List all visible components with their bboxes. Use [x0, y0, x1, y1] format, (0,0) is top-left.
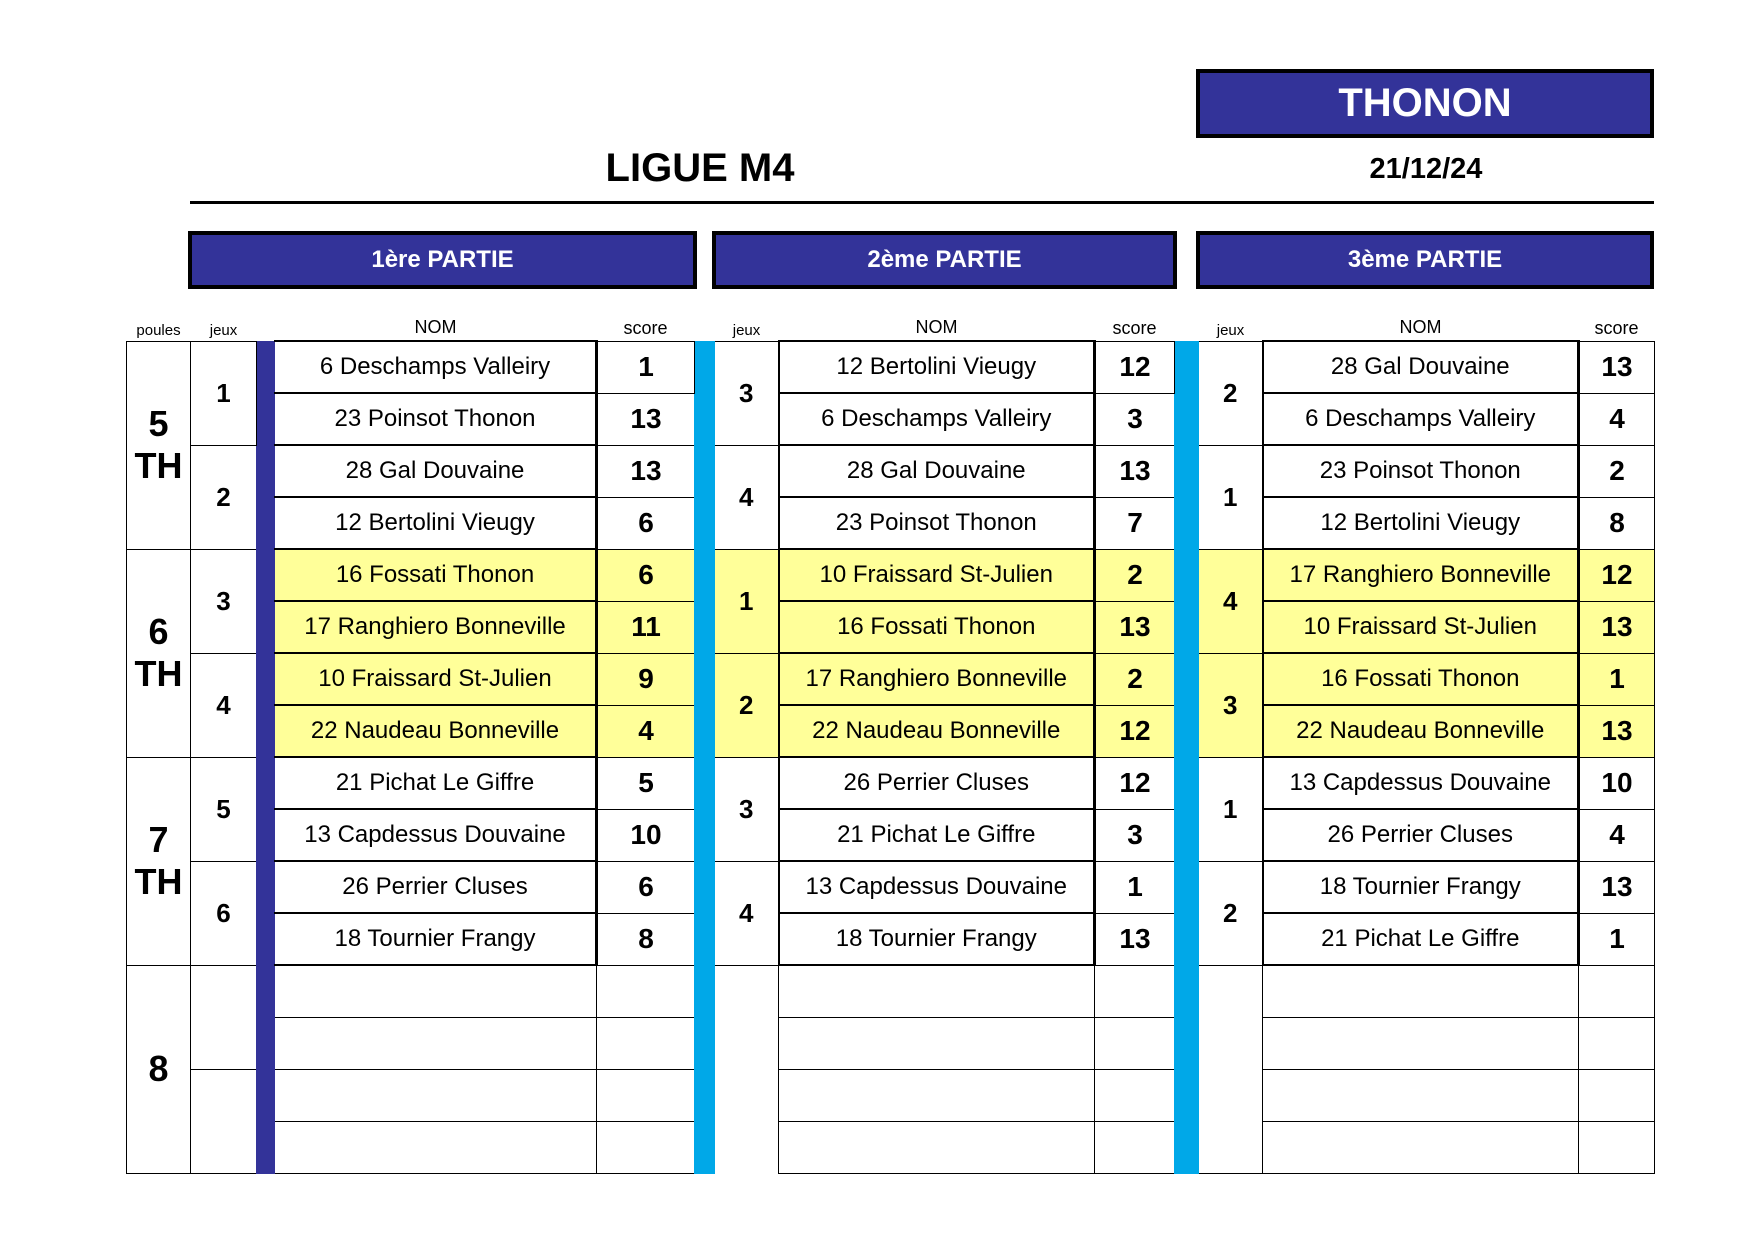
empty-name-cell: [275, 1121, 597, 1173]
player-score: 4: [1579, 393, 1655, 445]
jeu-number: 3: [191, 549, 257, 653]
empty-score-cell: [597, 965, 695, 1017]
col-header-score: score: [1112, 317, 1157, 338]
col-header-score: score: [1594, 317, 1639, 338]
poule-number: 5: [148, 403, 169, 444]
header-divider: [190, 201, 1654, 204]
table-row: [127, 1017, 1655, 1069]
poule-label: [127, 965, 191, 1173]
player-name: 13 Capdessus Douvaine: [779, 861, 1095, 913]
jeu-number: 4: [1199, 549, 1263, 653]
empty-name-cell: [275, 1069, 597, 1121]
poule-suffix: TH: [134, 861, 183, 902]
player-name: 26 Perrier Cluses: [1263, 809, 1579, 861]
jeu-number: 2: [715, 653, 779, 757]
poule-label: [127, 341, 191, 549]
poule-suffix: TH: [134, 445, 183, 486]
player-name: 10 Fraissard St-Julien: [1263, 601, 1579, 653]
player-name: 13 Capdessus Douvaine: [275, 809, 597, 861]
jeu-number: 4: [715, 861, 779, 965]
player-name: 6 Deschamps Valleiry: [1263, 393, 1579, 445]
player-name: 22 Naudeau Bonneville: [275, 705, 597, 757]
player-score: 8: [597, 913, 695, 965]
player-name: 23 Poinsot Thonon: [779, 497, 1095, 549]
table-row: [127, 653, 1655, 705]
player-score: 13: [1579, 705, 1655, 757]
empty-score-cell: [1095, 1017, 1175, 1069]
player-score: 12: [1095, 757, 1175, 809]
player-score: 10: [597, 809, 695, 861]
player-name: 6 Deschamps Valleiry: [779, 393, 1095, 445]
poule-label: [127, 549, 191, 757]
player-score: 6: [597, 497, 695, 549]
poule-suffix: TH: [134, 653, 183, 694]
poule-number: 6: [148, 611, 169, 652]
table-row: [127, 601, 1655, 653]
jeu-number: 1: [191, 341, 257, 445]
player-score: 13: [1579, 601, 1655, 653]
player-score: 13: [597, 393, 695, 445]
empty-name-cell: [1263, 965, 1579, 1017]
jeu-number: 4: [715, 445, 779, 549]
empty-name-cell: [779, 1017, 1095, 1069]
partie-3-bar: [1175, 341, 1199, 1173]
empty-score-cell: [1579, 1121, 1655, 1173]
empty-name-cell: [1263, 1121, 1579, 1173]
poule-number: 8: [148, 1048, 169, 1089]
table-row: [127, 705, 1655, 757]
player-score: 13: [1095, 445, 1175, 497]
col-header-score: score: [623, 317, 668, 338]
table-row: [127, 1069, 1655, 1121]
player-name: 21 Pichat Le Giffre: [779, 809, 1095, 861]
empty-jeu-cell: [1199, 965, 1263, 1173]
jeu-number: [191, 1069, 257, 1173]
jeu-number: 2: [191, 445, 257, 549]
player-score: 13: [1579, 341, 1655, 393]
empty-score-cell: [1579, 1017, 1655, 1069]
player-score: 13: [1095, 601, 1175, 653]
venue-banner: [1196, 69, 1654, 138]
player-name: 16 Fossati Thonon: [275, 549, 597, 601]
table-row: [127, 809, 1655, 861]
player-name: 17 Ranghiero Bonneville: [275, 601, 597, 653]
player-name: 28 Gal Douvaine: [779, 445, 1095, 497]
player-score: 1: [1095, 861, 1175, 913]
player-name: 13 Capdessus Douvaine: [1263, 757, 1579, 809]
player-name: 18 Tournier Frangy: [1263, 861, 1579, 913]
player-name: 12 Bertolini Vieugy: [779, 341, 1095, 393]
player-name: 18 Tournier Frangy: [275, 913, 597, 965]
empty-score-cell: [1095, 1121, 1175, 1173]
partie-3-banner: [1196, 231, 1654, 289]
col-header-nom: NOM: [915, 317, 958, 337]
player-score: 3: [1095, 809, 1175, 861]
player-name: 26 Perrier Cluses: [275, 861, 597, 913]
player-score: 8: [1579, 497, 1655, 549]
table-row: [127, 341, 1655, 393]
empty-name-cell: [779, 965, 1095, 1017]
jeu-number: 3: [715, 341, 779, 445]
table-row: [127, 497, 1655, 549]
player-name: 12 Bertolini Vieugy: [1263, 497, 1579, 549]
date-label: 21/12/24: [1369, 153, 1483, 185]
jeu-number: 5: [191, 757, 257, 861]
player-name: 28 Gal Douvaine: [1263, 341, 1579, 393]
player-score: 6: [597, 549, 695, 601]
empty-name-cell: [275, 1017, 597, 1069]
col-header-poules: poules: [136, 321, 181, 339]
partie-1-bar: [257, 341, 275, 1173]
jeu-number: 1: [1199, 445, 1263, 549]
empty-score-cell: [597, 1069, 695, 1121]
partie-2-banner: [712, 231, 1177, 289]
jeu-number: 3: [715, 757, 779, 861]
table-row: [127, 1121, 1655, 1173]
player-score: 3: [1095, 393, 1175, 445]
col-header-nom: NOM: [414, 317, 457, 337]
poule-label: [127, 757, 191, 965]
partie-2-label: 2ème PARTIE: [867, 246, 1022, 273]
player-name: 22 Naudeau Bonneville: [779, 705, 1095, 757]
empty-score-cell: [1579, 965, 1655, 1017]
empty-score-cell: [1095, 1069, 1175, 1121]
player-score: 2: [1095, 549, 1175, 601]
player-score: 11: [597, 601, 695, 653]
empty-score-cell: [1095, 965, 1175, 1017]
jeu-number: 2: [1199, 861, 1263, 965]
empty-score-cell: [597, 1017, 695, 1069]
player-score: 1: [1579, 913, 1655, 965]
empty-name-cell: [275, 965, 597, 1017]
player-name: 12 Bertolini Vieugy: [275, 497, 597, 549]
player-score: 4: [597, 705, 695, 757]
player-name: 18 Tournier Frangy: [779, 913, 1095, 965]
player-score: 12: [1095, 705, 1175, 757]
col-header-jeux: jeux: [732, 321, 761, 339]
player-score: 5: [597, 757, 695, 809]
empty-name-cell: [779, 1069, 1095, 1121]
player-name: 26 Perrier Cluses: [779, 757, 1095, 809]
player-name: 10 Fraissard St-Julien: [779, 549, 1095, 601]
results-table: [126, 311, 1655, 1174]
player-name: 17 Ranghiero Bonneville: [779, 653, 1095, 705]
poule-number: 7: [148, 819, 169, 860]
table-row: [127, 549, 1655, 601]
empty-name-cell: [1263, 1017, 1579, 1069]
jeu-number: 6: [191, 861, 257, 965]
table-row: [127, 965, 1655, 1017]
player-name: 17 Ranghiero Bonneville: [1263, 549, 1579, 601]
player-name: 21 Pichat Le Giffre: [1263, 913, 1579, 965]
player-score: 10: [1579, 757, 1655, 809]
empty-name-cell: [1263, 1069, 1579, 1121]
player-name: 16 Fossati Thonon: [779, 601, 1095, 653]
player-name: 22 Naudeau Bonneville: [1263, 705, 1579, 757]
venue-title: THONON: [1338, 81, 1512, 125]
partie-1-label: 1ère PARTIE: [371, 246, 514, 273]
jeu-number: 4: [191, 653, 257, 757]
player-score: 12: [1095, 341, 1175, 393]
table-row: [127, 861, 1655, 913]
empty-jeu-cell: [715, 965, 779, 1173]
player-name: 10 Fraissard St-Julien: [275, 653, 597, 705]
player-score: 2: [1579, 445, 1655, 497]
page-title: LIGUE M4: [605, 146, 795, 190]
jeu-number: 3: [1199, 653, 1263, 757]
player-score: 1: [597, 341, 695, 393]
player-score: 2: [1095, 653, 1175, 705]
player-score: 7: [1095, 497, 1175, 549]
player-name: 21 Pichat Le Giffre: [275, 757, 597, 809]
col-header-nom: NOM: [1399, 317, 1442, 337]
jeu-number: [191, 965, 257, 1069]
empty-score-cell: [1579, 1069, 1655, 1121]
player-score: 12: [1579, 549, 1655, 601]
player-score: 13: [597, 445, 695, 497]
empty-name-cell: [779, 1121, 1095, 1173]
player-name: 28 Gal Douvaine: [275, 445, 597, 497]
col-header-jeux: jeux: [1216, 321, 1245, 339]
player-name: 16 Fossati Thonon: [1263, 653, 1579, 705]
partie-2-bar: [695, 341, 715, 1173]
player-score: 9: [597, 653, 695, 705]
empty-score-cell: [597, 1121, 695, 1173]
player-name: 6 Deschamps Valleiry: [275, 341, 597, 393]
col-header-jeux: jeux: [209, 321, 238, 339]
player-score: 13: [1579, 861, 1655, 913]
player-name: 23 Poinsot Thonon: [1263, 445, 1579, 497]
player-score: 13: [1095, 913, 1175, 965]
partie-1-banner: [188, 231, 697, 289]
partie-3-label: 3ème PARTIE: [1347, 246, 1503, 273]
jeu-number: 2: [1199, 341, 1263, 445]
table-row: [127, 757, 1655, 809]
player-name: 23 Poinsot Thonon: [275, 393, 597, 445]
table-row: [127, 913, 1655, 965]
player-score: 4: [1579, 809, 1655, 861]
jeu-number: 1: [715, 549, 779, 653]
table-row: [127, 445, 1655, 497]
player-score: 1: [1579, 653, 1655, 705]
jeu-number: 1: [1199, 757, 1263, 861]
table-row: [127, 393, 1655, 445]
player-score: 6: [597, 861, 695, 913]
